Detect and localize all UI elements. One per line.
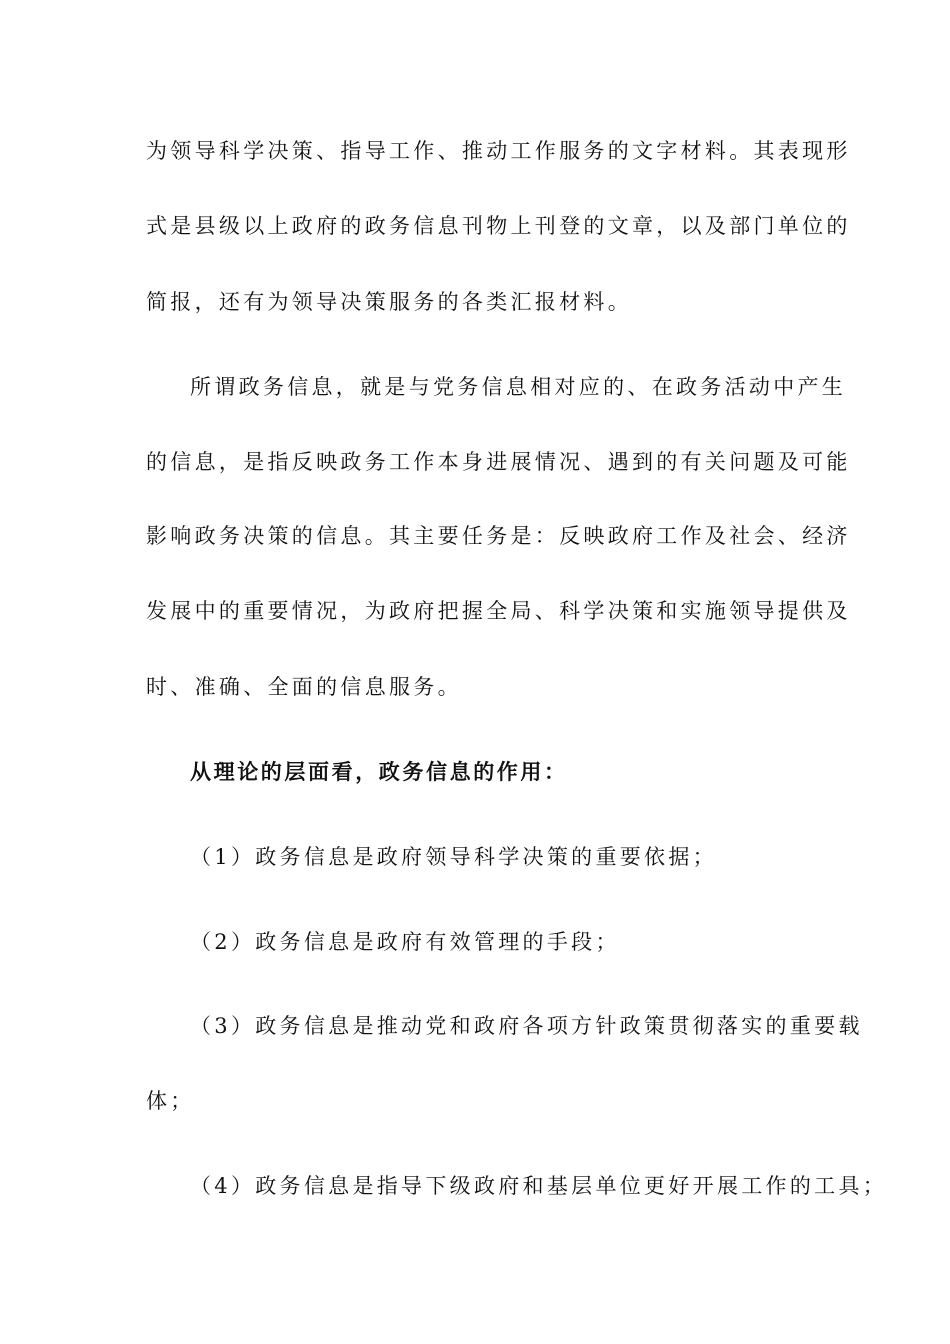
paragraph-2-line-5: 时、准确、全面的信息服务。 xyxy=(146,675,462,699)
paragraph-2-line-4: 发展中的重要情况，为政府把握全局、科学决策和实施领导提供及 xyxy=(146,599,851,623)
paragraph-1-line-3: 简报，还有为领导决策服务的各类汇报材料。 xyxy=(146,290,632,314)
section-heading: 从理论的层面看，政务信息的作用： xyxy=(190,759,568,784)
list-item-2: （2）政务信息是政府有效管理的手段； xyxy=(190,930,620,954)
paragraph-2-line-3: 影响政务决策的信息。其主要任务是：反映政府工作及社会、经济 xyxy=(146,524,851,548)
paragraph-1-line-1: 为领导科学决策、指导工作、推动工作服务的文字材料。其表现形 xyxy=(146,139,851,163)
list-item-3-line-1: （3）政务信息是推动党和政府各项方针政策贯彻落实的重要载 xyxy=(190,1014,863,1038)
paragraph-2-line-2: 的信息，是指反映政务工作本身进展情况、遇到的有关问题及可能 xyxy=(146,450,851,474)
list-item-1: （1）政务信息是政府领导科学决策的重要依据； xyxy=(190,845,717,869)
paragraph-2-line-1: 所谓政务信息，就是与党务信息相对应的、在政务活动中产生 xyxy=(190,375,847,399)
paragraph-1-line-2: 式是县级以上政府的政务信息刊物上刊登的文章，以及部门单位的 xyxy=(146,214,851,238)
list-item-3-line-2: 体； xyxy=(146,1089,195,1113)
list-item-4: （4）政务信息是指导下级政府和基层单位更好开展工作的工具； xyxy=(190,1174,888,1198)
